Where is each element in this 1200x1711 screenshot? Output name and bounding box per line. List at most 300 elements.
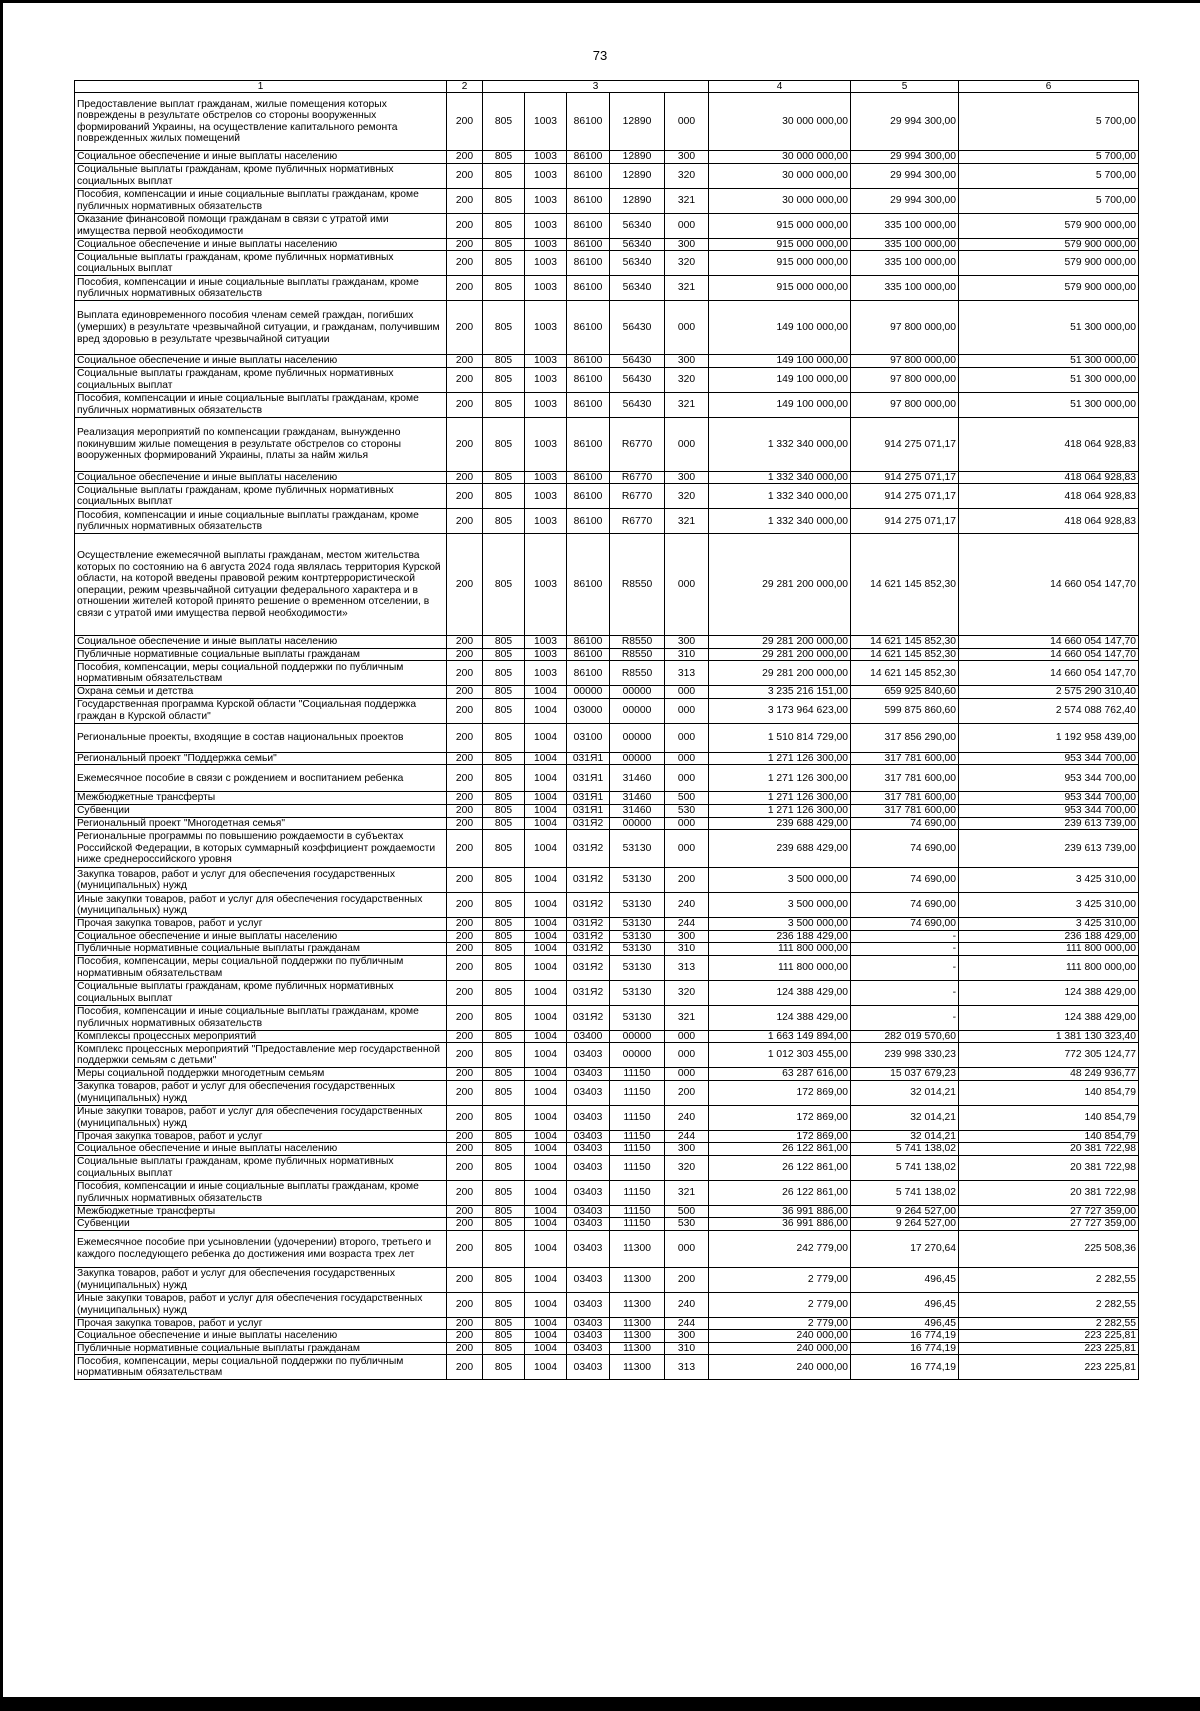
table-row	[75, 1355, 1139, 1380]
amount-cell: 1 332 340 000,00	[709, 484, 851, 509]
amount-cell: 26 122 861,00	[709, 1180, 851, 1205]
amount-cell: 418 064 928,83	[959, 417, 1139, 471]
amount-cell: 2 282,55	[959, 1267, 1139, 1292]
table-row	[75, 661, 1139, 686]
amount-cell: 2 575 290 310,40	[959, 686, 1139, 699]
code-cell: 321	[665, 392, 709, 417]
table-row	[75, 752, 1139, 765]
code-cell: 300	[665, 636, 709, 649]
amount-cell: 239 998 330,23	[851, 1043, 959, 1068]
amount-cell: 111 800 000,00	[959, 943, 1139, 956]
code-cell: 1003	[525, 151, 567, 164]
code-cell: 86100	[567, 251, 610, 276]
amount-cell: 16 774,19	[851, 1355, 959, 1380]
code-cell: R6770	[610, 417, 665, 471]
amount-cell: 659 925 840,60	[851, 686, 959, 699]
amount-cell: 14 621 145 852,30	[851, 661, 959, 686]
code-cell: 200	[447, 151, 483, 164]
amount-cell: 149 100 000,00	[709, 301, 851, 355]
code-cell: 1003	[525, 276, 567, 301]
code-cell: 805	[483, 918, 525, 931]
code-cell: 53130	[610, 980, 665, 1005]
code-cell: 031Я2	[567, 893, 610, 918]
table-row	[75, 636, 1139, 649]
code-cell: 86100	[567, 509, 610, 534]
code-cell: 200	[447, 1218, 483, 1231]
amount-cell: 225 508,36	[959, 1230, 1139, 1267]
code-cell: 805	[483, 1155, 525, 1180]
code-cell: 200	[447, 792, 483, 805]
code-cell: 31460	[610, 792, 665, 805]
code-cell: 11300	[610, 1330, 665, 1343]
amount-cell: 14 660 054 147,70	[959, 534, 1139, 636]
amount-cell: 1 271 126 300,00	[709, 792, 851, 805]
code-cell: 03403	[567, 1043, 610, 1068]
code-cell: 200	[447, 93, 483, 151]
code-cell: 805	[483, 648, 525, 661]
amount-cell: 51 300 000,00	[959, 392, 1139, 417]
amount-cell: 14 621 145 852,30	[851, 636, 959, 649]
code-cell: 200	[447, 1080, 483, 1105]
code-cell: 000	[665, 417, 709, 471]
amount-cell: 239 613 739,00	[959, 830, 1139, 868]
code-cell: 000	[665, 830, 709, 868]
amount-cell: 2 574 088 762,40	[959, 698, 1139, 723]
amount-cell: 1 332 340 000,00	[709, 471, 851, 484]
code-cell: 1003	[525, 301, 567, 355]
code-cell: 1004	[525, 1105, 567, 1130]
code-cell: 56340	[610, 213, 665, 238]
amount-cell: -	[851, 930, 959, 943]
code-cell: 03403	[567, 1355, 610, 1380]
code-cell: 200	[447, 752, 483, 765]
amount-cell: 240 000,00	[709, 1355, 851, 1380]
amount-cell: -	[851, 980, 959, 1005]
code-cell: 1004	[525, 918, 567, 931]
code-cell: 03403	[567, 1205, 610, 1218]
code-cell: 000	[665, 301, 709, 355]
code-cell: 200	[447, 276, 483, 301]
code-cell: 000	[665, 817, 709, 830]
table-row	[75, 792, 1139, 805]
code-cell: 1003	[525, 213, 567, 238]
code-cell: 000	[665, 752, 709, 765]
code-cell: 1004	[525, 1043, 567, 1068]
amount-cell: 496,45	[851, 1317, 959, 1330]
row-label-cell: Иные закупки товаров, работ и услуг для обеспечения государственных (муниципальных) нужд	[75, 893, 447, 918]
code-cell: 200	[447, 238, 483, 251]
code-cell: 1004	[525, 1230, 567, 1267]
table-row	[75, 980, 1139, 1005]
table-row	[75, 804, 1139, 817]
code-cell: 1004	[525, 1005, 567, 1030]
code-cell: 805	[483, 1330, 525, 1343]
amount-cell: 2 779,00	[709, 1317, 851, 1330]
code-cell: 31460	[610, 804, 665, 817]
code-cell: 200	[665, 1267, 709, 1292]
table-row	[75, 686, 1139, 699]
amount-cell: 317 781 600,00	[851, 765, 959, 792]
code-cell: 313	[665, 1355, 709, 1380]
amount-cell: 914 275 071,17	[851, 471, 959, 484]
amount-cell: 915 000 000,00	[709, 251, 851, 276]
code-cell: 03403	[567, 1180, 610, 1205]
code-cell: 31460	[610, 765, 665, 792]
code-cell: 1003	[525, 238, 567, 251]
code-cell: 200	[447, 817, 483, 830]
code-cell: 805	[483, 686, 525, 699]
code-cell: 805	[483, 792, 525, 805]
code-cell: 53130	[610, 893, 665, 918]
amount-cell: 124 388 429,00	[959, 980, 1139, 1005]
row-label-cell: Социальные выплаты гражданам, кроме публичных нормативных социальных выплат	[75, 1155, 447, 1180]
code-cell: 000	[665, 686, 709, 699]
row-label-cell: Осуществление ежемесячной выплаты гражданам, местом жительства которых по состоянию на 6 августа 2024 года являлась территория Курской области, на которой введены правовой режим контртеррористической операции, режим чрезвычайной ситуации федерального характера и в отношении жителей которой принято решение о временном отселении, в связи с утратой ими имущества первой необходимости»	[75, 534, 447, 636]
code-cell: 200	[447, 1143, 483, 1156]
code-cell: 86100	[567, 661, 610, 686]
amount-cell: 335 100 000,00	[851, 251, 959, 276]
amount-cell: 3 235 216 151,00	[709, 686, 851, 699]
code-cell: 320	[665, 980, 709, 1005]
code-cell: 11150	[610, 1155, 665, 1180]
code-cell: 1003	[525, 163, 567, 188]
code-cell: 300	[665, 1330, 709, 1343]
code-cell: 1003	[525, 355, 567, 368]
amount-cell: 317 781 600,00	[851, 804, 959, 817]
table-row	[75, 1180, 1139, 1205]
column-header: 6	[959, 81, 1139, 93]
code-cell: 86100	[567, 392, 610, 417]
table-row	[75, 276, 1139, 301]
table-row	[75, 930, 1139, 943]
code-cell: 86100	[567, 636, 610, 649]
code-cell: 200	[447, 648, 483, 661]
amount-cell: 27 727 359,00	[959, 1205, 1139, 1218]
table-row	[75, 723, 1139, 752]
code-cell: 200	[447, 1155, 483, 1180]
amount-cell: 418 064 928,83	[959, 484, 1139, 509]
amount-cell: 5 741 138,02	[851, 1180, 959, 1205]
row-label-cell: Социальные выплаты гражданам, кроме публичных нормативных социальных выплат	[75, 980, 447, 1005]
code-cell: 000	[665, 698, 709, 723]
code-cell: 53130	[610, 943, 665, 956]
amount-cell: 2 779,00	[709, 1267, 851, 1292]
code-cell: 1003	[525, 471, 567, 484]
row-label-cell: Комплексы процессных мероприятий	[75, 1030, 447, 1043]
amount-cell: 1 192 958 439,00	[959, 723, 1139, 752]
code-cell: 200	[447, 392, 483, 417]
code-cell: 03403	[567, 1080, 610, 1105]
code-cell: 240	[665, 1292, 709, 1317]
amount-cell: 20 381 722,98	[959, 1180, 1139, 1205]
code-cell: 200	[447, 943, 483, 956]
row-label-cell: Субвенции	[75, 804, 447, 817]
amount-cell: 14 621 145 852,30	[851, 648, 959, 661]
code-cell: 1004	[525, 1267, 567, 1292]
amount-cell: 172 869,00	[709, 1130, 851, 1143]
code-cell: 200	[447, 1105, 483, 1130]
code-cell: 53130	[610, 868, 665, 893]
amount-cell: 16 774,19	[851, 1330, 959, 1343]
column-header: 1	[75, 81, 447, 93]
code-cell: R8550	[610, 648, 665, 661]
amount-cell: 3 173 964 623,00	[709, 698, 851, 723]
table-row	[75, 534, 1139, 636]
code-cell: 00000	[567, 686, 610, 699]
code-cell: 200	[447, 1005, 483, 1030]
code-cell: 200	[447, 918, 483, 931]
code-cell: 805	[483, 251, 525, 276]
amount-cell: 579 900 000,00	[959, 238, 1139, 251]
row-label-cell: Закупка товаров, работ и услуг для обеспечения государственных (муниципальных) нужд	[75, 868, 447, 893]
row-label-cell: Социальное обеспечение и иные выплаты населению	[75, 930, 447, 943]
table-row	[75, 1105, 1139, 1130]
row-label-cell: Социальное обеспечение и иные выплаты населению	[75, 238, 447, 251]
table-row	[75, 213, 1139, 238]
code-cell: 200	[447, 868, 483, 893]
code-cell: 805	[483, 163, 525, 188]
code-cell: 03403	[567, 1068, 610, 1081]
code-cell: 00000	[610, 723, 665, 752]
amount-cell: 282 019 570,60	[851, 1030, 959, 1043]
code-cell: 200	[447, 1205, 483, 1218]
code-cell: 805	[483, 471, 525, 484]
row-label-cell: Меры социальной поддержки многодетным семьям	[75, 1068, 447, 1081]
code-cell: 805	[483, 893, 525, 918]
amount-cell: 111 800 000,00	[959, 955, 1139, 980]
amount-cell: 30 000 000,00	[709, 151, 851, 164]
amount-cell: 30 000 000,00	[709, 93, 851, 151]
code-cell: 200	[447, 1043, 483, 1068]
amount-cell: 236 188 429,00	[709, 930, 851, 943]
code-cell: R8550	[610, 636, 665, 649]
code-cell: 53130	[610, 918, 665, 931]
code-cell: 000	[665, 765, 709, 792]
code-cell: 1003	[525, 534, 567, 636]
row-label-cell: Пособия, компенсации и иные социальные выплаты гражданам, кроме публичных нормативных обязательств	[75, 392, 447, 417]
code-cell: 805	[483, 804, 525, 817]
row-label-cell: Предоставление выплат гражданам, жилые помещения которых повреждены в результате обстрелов со стороны вооруженных формирований Украины, на осуществление капитального ремонта поврежденных жилых помещений	[75, 93, 447, 151]
page-number: 73	[592, 48, 608, 63]
amount-cell: 172 869,00	[709, 1080, 851, 1105]
code-cell: 805	[483, 1143, 525, 1156]
code-cell: 200	[447, 534, 483, 636]
code-cell: 805	[483, 151, 525, 164]
amount-cell: 149 100 000,00	[709, 355, 851, 368]
table-row	[75, 1143, 1139, 1156]
amount-cell: 29 281 200 000,00	[709, 648, 851, 661]
code-cell: 240	[665, 1105, 709, 1130]
code-cell: 500	[665, 1205, 709, 1218]
code-cell: 805	[483, 661, 525, 686]
code-cell: 1004	[525, 830, 567, 868]
code-cell: R8550	[610, 661, 665, 686]
amount-cell: 1 663 149 894,00	[709, 1030, 851, 1043]
code-cell: 805	[483, 1043, 525, 1068]
code-cell: 805	[483, 417, 525, 471]
code-cell: 03403	[567, 1342, 610, 1355]
amount-cell: 915 000 000,00	[709, 213, 851, 238]
amount-cell: 2 282,55	[959, 1292, 1139, 1317]
amount-cell: 240 000,00	[709, 1330, 851, 1343]
row-label-cell: Комплекс процессных мероприятий "Предоставление мер государственной поддержки семьям с детьми"	[75, 1043, 447, 1068]
row-label-cell: Государственная программа Курской области "Социальная поддержка граждан в Курской области"	[75, 698, 447, 723]
code-cell: 805	[483, 93, 525, 151]
table-row	[75, 1068, 1139, 1081]
amount-cell: 29 994 300,00	[851, 151, 959, 164]
code-cell: 031Я2	[567, 918, 610, 931]
amount-cell: 223 225,81	[959, 1355, 1139, 1380]
amount-cell: 240 000,00	[709, 1342, 851, 1355]
code-cell: 200	[447, 930, 483, 943]
code-cell: 031Я2	[567, 955, 610, 980]
code-cell: 86100	[567, 648, 610, 661]
code-cell: 300	[665, 238, 709, 251]
code-cell: R6770	[610, 484, 665, 509]
amount-cell: 29 281 200 000,00	[709, 661, 851, 686]
row-label-cell: Межбюджетные трансферты	[75, 792, 447, 805]
code-cell: 805	[483, 930, 525, 943]
code-cell: 1004	[525, 1205, 567, 1218]
amount-cell: 140 854,79	[959, 1130, 1139, 1143]
amount-cell: 496,45	[851, 1267, 959, 1292]
amount-cell: 5 741 138,02	[851, 1155, 959, 1180]
amount-cell: 1 381 130 323,40	[959, 1030, 1139, 1043]
code-cell: 03100	[567, 723, 610, 752]
code-cell: 200	[447, 1330, 483, 1343]
table-row	[75, 1080, 1139, 1105]
code-cell: 200	[447, 830, 483, 868]
amount-cell: 5 700,00	[959, 151, 1139, 164]
amount-cell: 953 344 700,00	[959, 765, 1139, 792]
table-row	[75, 765, 1139, 792]
table-row	[75, 1218, 1139, 1231]
amount-cell: 953 344 700,00	[959, 792, 1139, 805]
code-cell: 1003	[525, 509, 567, 534]
amount-cell: 149 100 000,00	[709, 392, 851, 417]
code-cell: 200	[447, 417, 483, 471]
code-cell: 12890	[610, 188, 665, 213]
amount-cell: 914 275 071,17	[851, 417, 959, 471]
table-body	[75, 93, 1139, 1380]
code-cell: 000	[665, 1230, 709, 1267]
code-cell: 200	[447, 1342, 483, 1355]
amount-cell: 9 264 527,00	[851, 1218, 959, 1231]
table-row	[75, 817, 1139, 830]
row-label-cell: Охрана семьи и детства	[75, 686, 447, 699]
amount-cell: 74 690,00	[851, 830, 959, 868]
code-cell: 1003	[525, 661, 567, 686]
code-cell: 03400	[567, 1030, 610, 1043]
amount-cell: 335 100 000,00	[851, 276, 959, 301]
amount-cell: 223 225,81	[959, 1330, 1139, 1343]
code-cell: 200	[447, 686, 483, 699]
code-cell: 1004	[525, 1317, 567, 1330]
table-row	[75, 392, 1139, 417]
row-label-cell: Субвенции	[75, 1218, 447, 1231]
code-cell: 805	[483, 301, 525, 355]
table-row	[75, 868, 1139, 893]
code-cell: 300	[665, 355, 709, 368]
code-cell: 1004	[525, 868, 567, 893]
code-cell: R6770	[610, 471, 665, 484]
row-label-cell: Социальное обеспечение и иные выплаты населению	[75, 1143, 447, 1156]
amount-cell: 953 344 700,00	[959, 804, 1139, 817]
amount-cell: 29 994 300,00	[851, 188, 959, 213]
code-cell: 12890	[610, 151, 665, 164]
amount-cell: 223 225,81	[959, 1342, 1139, 1355]
code-cell: 031Я1	[567, 792, 610, 805]
code-cell: 805	[483, 698, 525, 723]
code-cell: 031Я1	[567, 752, 610, 765]
code-cell: 12890	[610, 163, 665, 188]
table-row	[75, 1342, 1139, 1355]
code-cell: 11150	[610, 1143, 665, 1156]
code-cell: 200	[447, 893, 483, 918]
code-cell: 1004	[525, 817, 567, 830]
code-cell: 805	[483, 1180, 525, 1205]
amount-cell: 915 000 000,00	[709, 238, 851, 251]
row-label-cell: Социальное обеспечение и иные выплаты населению	[75, 355, 447, 368]
code-cell: 86100	[567, 213, 610, 238]
column-header: 5	[851, 81, 959, 93]
code-cell: 1003	[525, 636, 567, 649]
amount-cell: 14 621 145 852,30	[851, 534, 959, 636]
amount-cell: 36 991 886,00	[709, 1205, 851, 1218]
amount-cell: 239 613 739,00	[959, 817, 1139, 830]
row-label-cell: Публичные нормативные социальные выплаты гражданам	[75, 648, 447, 661]
amount-cell: 3 500 000,00	[709, 893, 851, 918]
code-cell: 1004	[525, 752, 567, 765]
amount-cell: 140 854,79	[959, 1105, 1139, 1130]
code-cell: 321	[665, 276, 709, 301]
code-cell: 200	[447, 804, 483, 817]
amount-cell: 496,45	[851, 1292, 959, 1317]
table-row	[75, 1155, 1139, 1180]
amount-cell: 239 688 429,00	[709, 817, 851, 830]
amount-cell: 1 271 126 300,00	[709, 765, 851, 792]
row-label-cell: Региональные проекты, входящие в состав национальных проектов	[75, 723, 447, 752]
code-cell: 200	[447, 698, 483, 723]
code-cell: 200	[447, 251, 483, 276]
code-cell: 200	[447, 1355, 483, 1380]
budget-table	[74, 80, 1139, 1380]
code-cell: 000	[665, 534, 709, 636]
amount-cell: 9 264 527,00	[851, 1205, 959, 1218]
amount-cell: 5 700,00	[959, 188, 1139, 213]
amount-cell: 914 275 071,17	[851, 484, 959, 509]
table-row	[75, 1330, 1139, 1343]
code-cell: 805	[483, 1218, 525, 1231]
code-cell: 11300	[610, 1317, 665, 1330]
code-cell: 200	[665, 1080, 709, 1105]
code-cell: 1003	[525, 93, 567, 151]
code-cell: 1004	[525, 1130, 567, 1143]
row-label-cell: Пособия, компенсации и иные социальные выплаты гражданам, кроме публичных нормативных обязательств	[75, 1005, 447, 1030]
amount-cell: 5 700,00	[959, 163, 1139, 188]
code-cell: 805	[483, 484, 525, 509]
row-label-cell: Социальное обеспечение и иные выплаты населению	[75, 1330, 447, 1343]
code-cell: 1004	[525, 1030, 567, 1043]
amount-cell: 51 300 000,00	[959, 301, 1139, 355]
code-cell: 031Я2	[567, 980, 610, 1005]
code-cell: 200	[447, 1130, 483, 1143]
amount-cell: 20 381 722,98	[959, 1155, 1139, 1180]
table-row	[75, 1292, 1139, 1317]
code-cell: 805	[483, 636, 525, 649]
code-cell: 200	[447, 484, 483, 509]
amount-cell: 3 425 310,00	[959, 893, 1139, 918]
